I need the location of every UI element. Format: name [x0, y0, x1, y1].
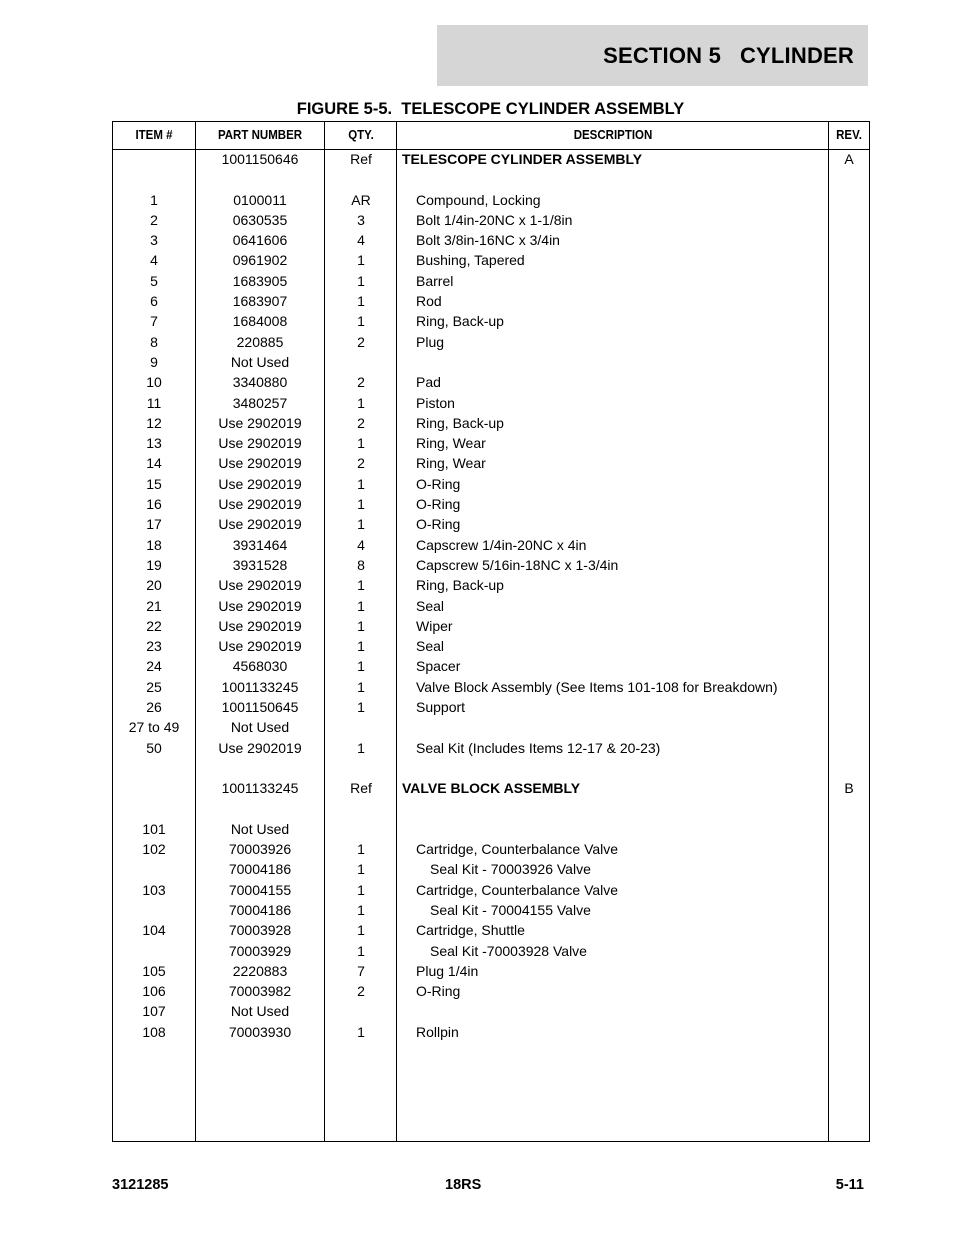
table-row — [113, 190, 869, 210]
table-row — [113, 230, 869, 250]
item-number-cell: 101 — [142, 820, 166, 837]
part-number-cell: 1683905 — [232, 272, 288, 289]
item-number-cell: 24 — [146, 658, 162, 675]
part-number-cell: 1001133245 — [221, 780, 299, 797]
description-cell: Capscrew 5/16in-18NC x 1-3/4in — [416, 556, 619, 573]
table-row — [113, 941, 869, 961]
item-number-cell: 105 — [142, 962, 166, 979]
quantity-cell: Ref — [350, 780, 372, 797]
quantity-cell: 1 — [357, 516, 365, 533]
description-cell: Compound, Locking — [416, 191, 541, 208]
description-cell: Spacer — [416, 658, 461, 675]
table-row — [113, 738, 869, 758]
description-cell: VALVE BLOCK ASSEMBLY — [402, 780, 581, 797]
table-row — [113, 250, 869, 270]
item-number-cell: 8 — [150, 333, 158, 350]
footer-page-number: 5-11 — [835, 1177, 864, 1193]
revision-cell: A — [844, 151, 854, 167]
quantity-cell: 4 — [357, 232, 365, 249]
item-number-cell: 25 — [146, 678, 162, 695]
quantity-cell: 8 — [357, 556, 365, 573]
table-row — [113, 1001, 869, 1021]
quantity-cell: 1 — [357, 252, 365, 269]
table-row — [113, 210, 869, 230]
quantity-cell: Ref — [350, 151, 372, 167]
part-number-cell: Use 2902019 — [218, 739, 302, 756]
description-cell: Support — [416, 699, 466, 716]
item-number-cell: 103 — [142, 881, 166, 898]
table-row — [113, 819, 869, 839]
description-cell: O-Ring — [416, 496, 461, 513]
table-row — [113, 616, 869, 636]
table-row — [113, 535, 869, 555]
table-row — [113, 880, 869, 900]
description-cell: O-Ring — [416, 516, 461, 533]
table-row — [113, 677, 869, 697]
item-number-cell: 18 — [146, 536, 162, 553]
item-number-cell: 50 — [146, 739, 162, 756]
description-cell: Plug — [416, 333, 445, 350]
description-cell: Ring, Back-up — [416, 313, 504, 330]
item-number-cell: 11 — [146, 394, 162, 411]
part-number-cell: 1001150645 — [221, 699, 299, 716]
part-number-cell: 70003982 — [228, 983, 292, 1000]
part-number-cell: 3340880 — [232, 374, 288, 391]
quantity-cell: 2 — [357, 414, 365, 431]
item-number-cell: 22 — [146, 617, 162, 634]
description-cell: O-Ring — [416, 983, 461, 1000]
description-cell: Plug 1/4in — [416, 962, 479, 979]
part-number-cell: 3931464 — [232, 536, 288, 553]
quantity-cell: 2 — [357, 983, 365, 1000]
part-number-cell: Use 2902019 — [218, 455, 302, 472]
description-cell: Ring, Wear — [416, 435, 486, 452]
item-number-cell: 9 — [150, 353, 158, 370]
item-number-cell: 10 — [146, 374, 162, 391]
table-row — [113, 596, 869, 616]
quantity-cell: 1 — [357, 293, 365, 310]
item-number-cell: 26 — [146, 699, 162, 716]
quantity-cell: 1 — [357, 699, 365, 716]
table-body — [113, 149, 869, 1042]
table-row — [113, 758, 869, 778]
table-row — [113, 514, 869, 534]
part-number-cell: 4568030 — [232, 658, 288, 675]
description-cell: Cartridge, Counterbalance Valve — [416, 841, 619, 858]
part-number-cell: 70004155 — [228, 881, 292, 898]
description-cell: Rollpin — [416, 1023, 459, 1040]
item-number-cell: 21 — [146, 597, 162, 614]
description-cell: Seal Kit (Includes Items 12-17 & 20-23) — [416, 739, 661, 756]
part-number-cell: 0100011 — [233, 191, 287, 208]
quantity-cell: 1 — [357, 678, 365, 695]
table-row — [113, 1022, 869, 1042]
table-row — [113, 149, 869, 169]
part-number-cell: Not Used — [230, 820, 290, 837]
table-row — [113, 393, 869, 413]
description-cell: Bushing, Tapered — [416, 252, 525, 269]
part-number-cell: Use 2902019 — [218, 617, 302, 634]
table-row — [113, 778, 869, 798]
table-row — [113, 474, 869, 494]
part-number-cell: Use 2902019 — [218, 414, 302, 431]
description-cell: Piston — [416, 394, 455, 411]
table-row — [113, 453, 869, 473]
table-row — [113, 859, 869, 879]
table-row — [113, 555, 869, 575]
description-cell: Seal — [416, 638, 445, 655]
table-row — [113, 900, 869, 920]
part-number-cell: 70003928 — [228, 922, 292, 939]
description-cell: TELESCOPE CYLINDER ASSEMBLY — [402, 151, 643, 167]
quantity-cell: 1 — [357, 272, 365, 289]
quantity-cell: 1 — [357, 597, 365, 614]
item-number-cell: 16 — [146, 496, 162, 513]
item-number-cell: 4 — [150, 252, 158, 269]
part-number-cell: 70004186 — [228, 861, 292, 878]
item-number-cell: 7 — [150, 313, 158, 330]
table-row — [113, 799, 869, 819]
item-number-cell: 23 — [146, 638, 162, 655]
item-number-cell: 1 — [150, 191, 158, 208]
description-cell: Wiper — [416, 617, 453, 634]
quantity-cell: 1 — [357, 658, 365, 675]
item-number-cell: 15 — [146, 475, 162, 492]
parts-table — [112, 121, 870, 1142]
column-header-qty: QTY. — [348, 128, 374, 142]
description-cell: Bolt 3/8in-16NC x 3/4in — [416, 232, 560, 249]
column-header-description: DESCRIPTION — [573, 128, 653, 142]
part-number-cell: Use 2902019 — [218, 597, 302, 614]
part-number-cell: 0961902 — [232, 252, 288, 269]
item-number-cell: 102 — [142, 841, 166, 858]
item-number-cell: 20 — [146, 577, 162, 594]
description-cell: Bolt 1/4in-20NC x 1-1/8in — [416, 211, 573, 228]
table-row — [113, 981, 869, 1001]
table-row — [113, 920, 869, 940]
item-number-cell: 5 — [150, 272, 158, 289]
quantity-cell: 2 — [357, 455, 365, 472]
quantity-cell: 1 — [357, 922, 365, 939]
description-cell: Ring, Wear — [416, 455, 486, 472]
table-row — [113, 433, 869, 453]
table-row — [113, 352, 869, 372]
part-number-cell: 1683907 — [232, 293, 288, 310]
quantity-cell: 1 — [357, 617, 365, 634]
description-cell: O-Ring — [416, 475, 461, 492]
description-cell: Seal — [416, 597, 445, 614]
part-number-cell: Not Used — [230, 1003, 290, 1020]
item-number-cell: 106 — [142, 983, 166, 1000]
item-number-cell: 27 to 49 — [128, 719, 180, 736]
section-title: SECTION 5 CYLINDER — [603, 42, 854, 68]
table-row — [113, 413, 869, 433]
revision-cell: B — [844, 780, 854, 797]
part-number-cell: 0630535 — [232, 211, 288, 228]
item-number-cell: 12 — [146, 414, 162, 431]
quantity-cell: 3 — [357, 211, 365, 228]
quantity-cell: 1 — [357, 475, 365, 492]
description-cell: Cartridge, Shuttle — [416, 922, 525, 939]
item-number-cell: 3 — [150, 232, 158, 249]
part-number-cell: Not Used — [230, 353, 290, 370]
description-cell: Cartridge, Counterbalance Valve — [416, 881, 619, 898]
description-cell: Valve Block Assembly (See Items 101-108 for Breakdown) — [416, 678, 778, 695]
item-number-cell: 2 — [150, 211, 158, 228]
quantity-cell: 1 — [357, 638, 365, 655]
description-cell: Rod — [416, 293, 442, 310]
quantity-cell: 1 — [357, 394, 365, 411]
quantity-cell: 1 — [357, 435, 365, 452]
part-number-cell: Use 2902019 — [218, 435, 302, 452]
description-cell: Seal Kit -70003928 Valve — [430, 942, 587, 959]
figure-title: FIGURE 5-5. TELESCOPE CYLINDER ASSEMBLY — [296, 100, 685, 118]
column-header-rev: REV. — [836, 128, 862, 142]
table-row — [113, 494, 869, 514]
footer-document-number: 3121285 — [112, 1177, 169, 1193]
table-row — [113, 332, 869, 352]
table-row — [113, 311, 869, 331]
table-row — [113, 961, 869, 981]
part-number-cell: 0641606 — [232, 232, 288, 249]
table-row — [113, 636, 869, 656]
quantity-cell: 1 — [357, 942, 365, 959]
item-number-cell: 108 — [142, 1023, 166, 1040]
part-number-cell: 1001150646 — [221, 151, 299, 167]
quantity-cell: 1 — [357, 901, 365, 918]
item-number-cell: 13 — [146, 435, 162, 452]
table-row — [113, 697, 869, 717]
part-number-cell: 1001133245 — [221, 678, 299, 695]
table-row — [113, 372, 869, 392]
item-number-cell: 107 — [142, 1003, 166, 1020]
description-cell: Barrel — [416, 272, 454, 289]
quantity-cell: 1 — [357, 496, 365, 513]
part-number-cell: 70003930 — [228, 1023, 292, 1040]
quantity-cell: 1 — [357, 313, 365, 330]
quantity-cell: 7 — [357, 962, 365, 979]
part-number-cell: 70003926 — [228, 841, 292, 858]
part-number-cell: 2220883 — [232, 962, 288, 979]
description-cell: Ring, Back-up — [416, 414, 504, 431]
part-number-cell: 3480257 — [232, 394, 288, 411]
item-number-cell: 14 — [146, 455, 162, 472]
item-number-cell: 104 — [142, 922, 166, 939]
table-row — [113, 169, 869, 189]
table-row — [113, 575, 869, 595]
table-row — [113, 291, 869, 311]
description-cell: Seal Kit - 70004155 Valve — [430, 901, 591, 918]
item-number-cell: 6 — [150, 293, 158, 310]
quantity-cell: 1 — [357, 841, 365, 858]
part-number-cell: Not Used — [230, 719, 290, 736]
part-number-cell: Use 2902019 — [218, 638, 302, 655]
part-number-cell: Use 2902019 — [218, 475, 302, 492]
quantity-cell: 1 — [357, 739, 365, 756]
part-number-cell: 1684008 — [232, 313, 288, 330]
part-number-cell: Use 2902019 — [218, 577, 302, 594]
item-number-cell: 19 — [146, 556, 162, 573]
quantity-cell: 1 — [357, 577, 365, 594]
description-cell: Ring, Back-up — [416, 577, 504, 594]
part-number-cell: Use 2902019 — [218, 496, 302, 513]
part-number-cell: 3931528 — [232, 556, 288, 573]
part-number-cell: 70004186 — [228, 901, 292, 918]
quantity-cell: 1 — [357, 1023, 365, 1040]
column-header-item: ITEM # — [135, 128, 173, 142]
section-header — [437, 25, 868, 86]
footer-model: 18RS — [445, 1177, 482, 1193]
quantity-cell: 4 — [357, 536, 365, 553]
quantity-cell: AR — [351, 191, 371, 208]
description-cell: Pad — [416, 374, 441, 391]
table-row — [113, 839, 869, 859]
description-cell: Seal Kit - 70003926 Valve — [430, 861, 591, 878]
column-header-part-number: PART NUMBER — [217, 128, 303, 142]
part-number-cell: 70003929 — [228, 942, 292, 959]
quantity-cell: 2 — [357, 374, 365, 391]
table-row — [113, 717, 869, 737]
table-row — [113, 271, 869, 291]
quantity-cell: 1 — [357, 861, 365, 878]
part-number-cell: Use 2902019 — [218, 516, 302, 533]
item-number-cell: 17 — [146, 516, 162, 533]
quantity-cell: 2 — [357, 333, 365, 350]
part-number-cell: 220885 — [236, 333, 284, 350]
quantity-cell: 1 — [357, 881, 365, 898]
description-cell: Capscrew 1/4in-20NC x 4in — [416, 536, 587, 553]
table-row — [113, 656, 869, 676]
